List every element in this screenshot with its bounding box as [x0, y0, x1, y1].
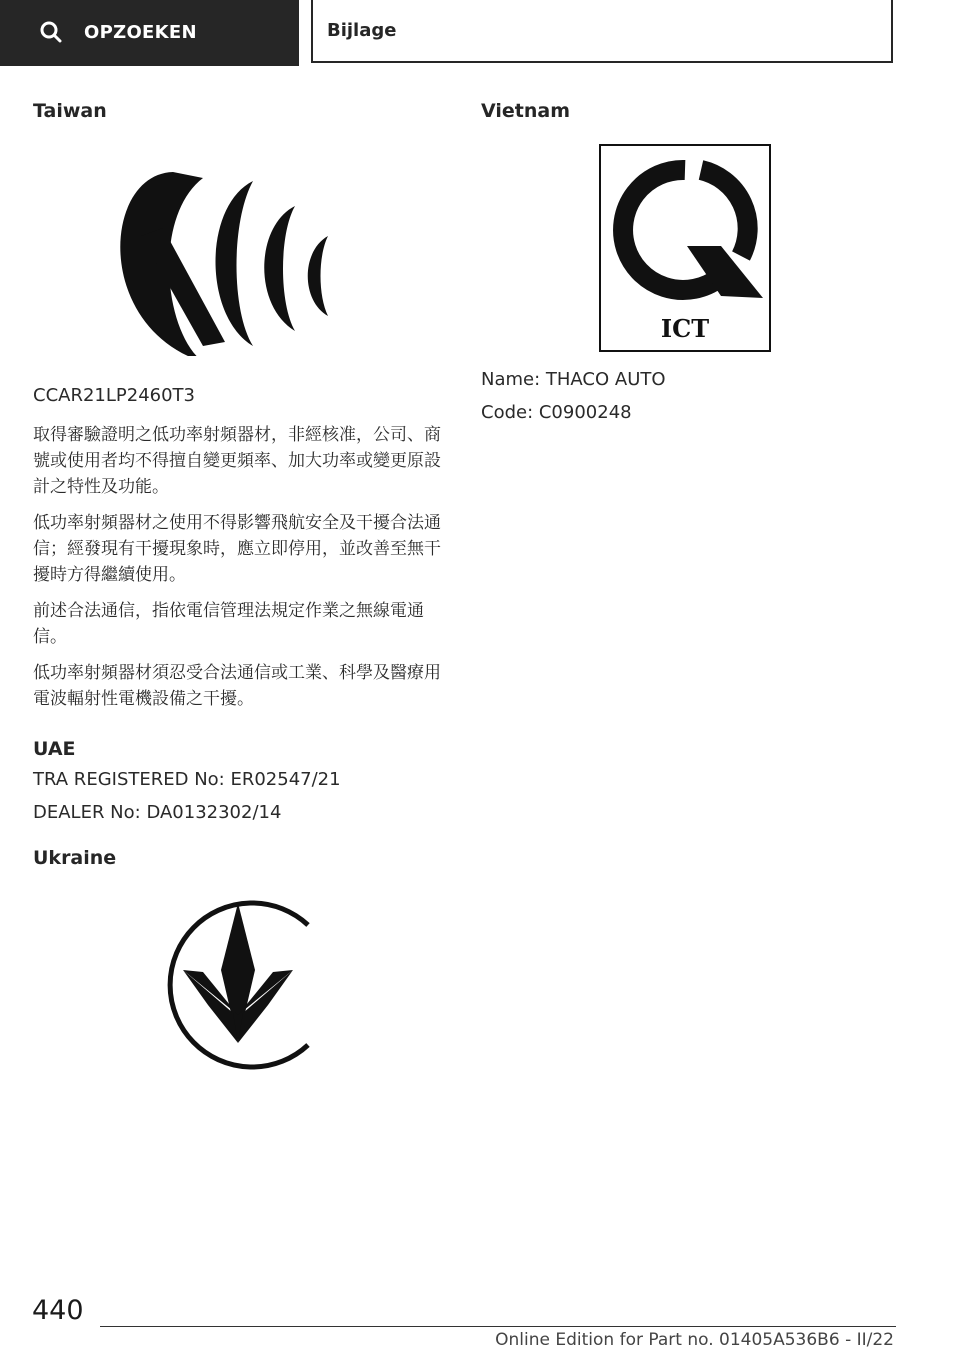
- ict-q-mark-icon: [601, 146, 769, 316]
- ict-logo-text: ICT: [660, 314, 710, 343]
- ict-logo: [599, 144, 771, 352]
- search-tab-label: OPZOEKEN: [84, 21, 197, 43]
- uae-dealer-number: DEALER No: DA0132302/14: [33, 802, 282, 823]
- vietnam-code: Code: C0900248: [481, 402, 632, 423]
- header: [0, 0, 960, 66]
- search-icon: [40, 21, 62, 43]
- taiwan-code: CCAR21LP2460T3: [33, 385, 195, 406]
- taiwan-paragraph: 取得審驗證明之低功率射頻器材，非經核准，公司、商號或使用者均不得擅自變更頻率、加大功率或變更原設計之特性及功能。: [33, 425, 441, 497]
- taiwan-heading: Taiwan: [33, 100, 107, 122]
- taiwan-paragraph: 低功率射頻器材之使用不得影響飛航安全及干擾合法通信；經發現有干擾現象時，應立即停用，並改善至無干擾時方得繼續使用。: [33, 513, 441, 585]
- right-column: [481, 100, 901, 434]
- left-column: [33, 100, 443, 1095]
- section-tab[interactable]: [311, 0, 893, 63]
- ncc-logo-icon: [33, 136, 443, 356]
- taiwan-paragraph: 低功率射頻器材須忍受合法通信或工業、科學及醫療用電波輻射性電機設備之干擾。: [33, 663, 441, 709]
- footer-divider: [100, 1326, 896, 1327]
- vietnam-heading: Vietnam: [481, 100, 570, 122]
- taiwan-paragraph: 前述合法通信，指依電信管理法規定作業之無線電通信。: [33, 601, 424, 647]
- footer-edition: Online Edition for Part no. 01405A536B6 - II/22: [495, 1330, 894, 1350]
- section-tab-label: Bijlage: [327, 20, 397, 41]
- ukraine-heading: Ukraine: [33, 847, 117, 869]
- search-tab[interactable]: [0, 0, 299, 66]
- ukraine-conformity-mark-icon: [33, 895, 443, 1095]
- page-number: 440: [32, 1295, 84, 1326]
- uae-heading: UAE: [33, 738, 76, 760]
- uae-tra-number: TRA REGISTERED No: ER02547/21: [33, 769, 341, 790]
- vietnam-name: Name: THACO AUTO: [481, 369, 666, 390]
